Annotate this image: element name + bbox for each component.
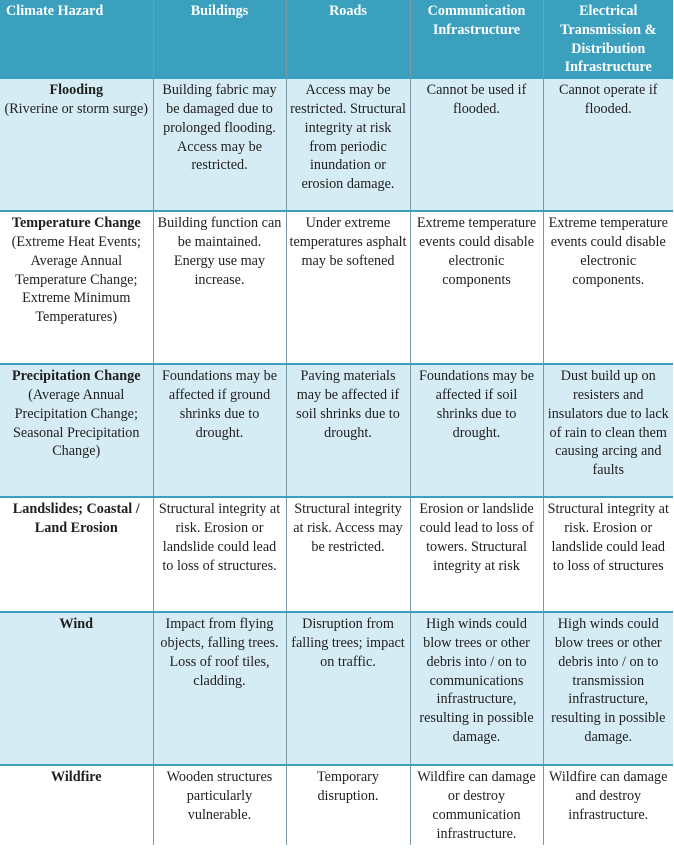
hazard-cell (0, 364, 153, 497)
roads-cell: Disruption from falling trees; impact on traffic. (286, 612, 410, 765)
hazard-cell (0, 765, 153, 845)
roads-cell: Temporary disruption. (286, 765, 410, 845)
buildings-cell: Building function can be maintained. Energy use may increase. (153, 211, 286, 364)
hazard-name: Flooding (49, 82, 104, 99)
column-header-communication: Communication Infrastructure (410, 0, 543, 78)
hazard-cell (0, 211, 153, 364)
hazard-cell (0, 78, 153, 211)
hazard-name: Temperature Change (11, 215, 141, 232)
communication-cell: Foundations may be affected if soil shrinks due to drought. (410, 364, 543, 497)
hazard-detail: (Average Annual Precipitation Change; Seasonal Precipitation Change) (13, 386, 140, 460)
communication-cell: Extreme temperature events could disable electronic components (410, 211, 543, 364)
buildings-cell: Structural integrity at risk. Erosion or landslide could lead to loss of structures. (153, 497, 286, 612)
table-row-wind (0, 612, 673, 765)
buildings-cell: Building fabric may be damaged due to prolonged flooding. Access may be restricted. (153, 78, 286, 211)
electrical-cell: High winds could blow trees or other debris into / on to transmission infrastructure, resulting in possible damage. (543, 612, 673, 765)
communication-cell: High winds could blow trees or other debris into / on to communications infrastructure, resulting in possible damage. (410, 612, 543, 765)
column-header-buildings: Buildings (153, 0, 286, 78)
communication-cell: Wildfire can damage or destroy communication infrastructure. (410, 765, 543, 845)
table-row-temperature-change (0, 211, 673, 364)
table-header-row (0, 0, 673, 78)
electrical-cell: Structural integrity at risk. Erosion or landslide could lead to loss of structures (543, 497, 673, 612)
hazard-name: Landslides; Coastal / Land Erosion (12, 501, 140, 536)
electrical-cell: Dust build up on resisters and insulators due to lack of rain to clean them causing arcing and faults (543, 364, 673, 497)
hazard-detail: (Riverine or storm surge) (4, 100, 149, 117)
hazard-detail: (Extreme Heat Events; Average Annual Temperature Change; Extreme Minimum Temperatures) (11, 233, 141, 326)
table-row-landslides (0, 497, 673, 612)
column-header-roads: Roads (286, 0, 410, 78)
buildings-cell: Impact from flying objects, falling trees. Loss of roof tiles, cladding. (153, 612, 286, 765)
hazard-cell (0, 497, 153, 612)
table-row-flooding (0, 78, 673, 211)
communication-cell: Erosion or landslide could lead to loss of towers. Structural integrity at risk (410, 497, 543, 612)
hazard-name: Precipitation Change (11, 368, 141, 385)
roads-cell: Paving materials may be affected if soil shrinks due to drought. (286, 364, 410, 497)
communication-cell: Cannot be used if flooded. (410, 78, 543, 211)
roads-cell: Access may be restricted. Structural integrity at risk from periodic inundation or erosion damage. (286, 78, 410, 211)
hazard-name: Wind (59, 616, 94, 633)
table-row-wildfire (0, 765, 673, 845)
roads-cell: Structural integrity at risk. Access may be restricted. (286, 497, 410, 612)
buildings-cell: Foundations may be affected if ground shrinks due to drought. (153, 364, 286, 497)
buildings-cell: Wooden structures particularly vulnerable. (153, 765, 286, 845)
table-row-precipitation-change (0, 364, 673, 497)
column-header-electrical: Electrical Transmission & Distribution Infrastructure (543, 0, 673, 78)
column-header-climate-hazard: Climate Hazard (0, 0, 153, 78)
electrical-cell: Extreme temperature events could disable electronic components. (543, 211, 673, 364)
hazard-cell (0, 612, 153, 765)
roads-cell: Under extreme temperatures asphalt may be softened (286, 211, 410, 364)
hazard-name: Wildfire (50, 769, 102, 786)
electrical-cell: Wildfire can damage and destroy infrastructure. (543, 765, 673, 845)
electrical-cell: Cannot operate if flooded. (543, 78, 673, 211)
